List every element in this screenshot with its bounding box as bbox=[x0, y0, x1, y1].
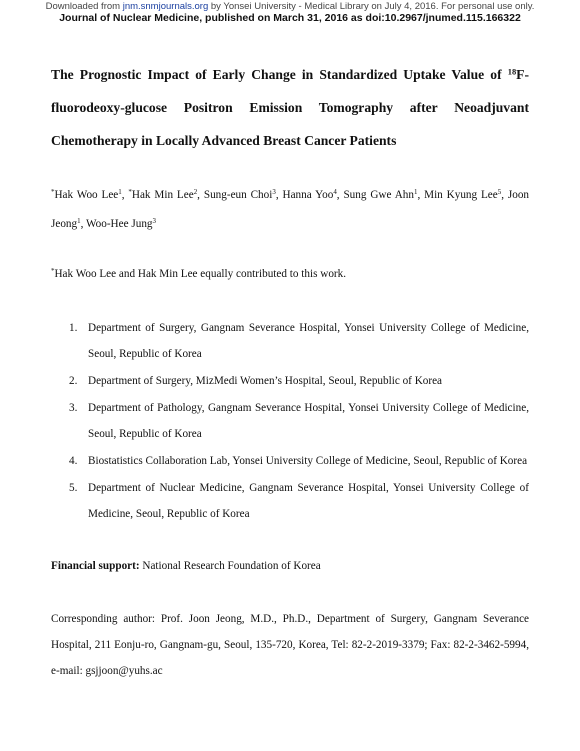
journal-site-link[interactable]: jnm.snmjournals.org bbox=[122, 1, 209, 12]
author-name: Hanna Yoo bbox=[282, 189, 334, 201]
financial-support bbox=[51, 561, 321, 572]
title-line-1-text: The Prognostic Impact of Early Change in Standardized Uptake Value of bbox=[51, 67, 508, 82]
affiliation-2-line-1: Department of Surgery, MizMedi Women’s Hospital, Seoul, Republic of Korea bbox=[88, 375, 443, 387]
journal-publication-line: Journal of Nuclear Medicine, published on March 31, 2016 as doi:10.2967/jnumed.115.166322 bbox=[59, 12, 521, 24]
author-list-line-1: *Hak Woo Lee$^1$, *Hak Min Lee$^2$, Sung-eun Choi$^3$, Hanna Yoo$^4$, Sung Gwe Ahn$^1$, Min Kyung Lee$^5$, Joon bbox=[51, 188, 530, 201]
author-list-line-2: Jeong$^1$, Woo-Hee Jung$^3$ bbox=[51, 217, 156, 230]
corresponding-author-line-2: Hospital, 211 Eonju-ro, Gangnam-gu, Seoul, 135-720, Korea, Tel: 82-2-2019-3379; Fax: 82-2-3462-5994, bbox=[51, 639, 529, 651]
isotope-superscript: 18 bbox=[507, 66, 517, 77]
title-line-2: fluorodeoxy-glucose Positron Emission Tomography after Neoadjuvant bbox=[51, 100, 529, 115]
affiliation-number: 3. bbox=[69, 402, 78, 414]
author-name: Hak Min Lee bbox=[131, 189, 194, 201]
affiliation-1-line-1: Department of Surgery, Gangnam Severance Hospital, Yonsei University College of Medicine, bbox=[88, 322, 529, 334]
author-name: Woo-Hee Jung bbox=[85, 218, 153, 230]
corresponding-author-line-3: e-mail: gsjjoon@yuhs.ac bbox=[51, 665, 163, 677]
author-name: Sung-eun Choi bbox=[203, 189, 273, 201]
title-line-1-end: F- bbox=[516, 67, 529, 82]
title-line-1 bbox=[51, 68, 529, 82]
affiliation-number: 1. bbox=[69, 322, 78, 334]
equal-contribution-note: *Hak Woo Lee and Hak Min Lee equally contributed to this work. bbox=[51, 267, 347, 280]
affiliation-3-line-2: Seoul, Republic of Korea bbox=[88, 428, 202, 440]
affiliation-5-line-2: Medicine, Seoul, Republic of Korea bbox=[88, 508, 250, 520]
download-prefix: Downloaded from bbox=[45, 1, 123, 12]
affiliation-1-line-2: Seoul, Republic of Korea bbox=[88, 348, 202, 360]
author-name-part: Joon bbox=[507, 189, 530, 201]
financial-support-label: Financial support: bbox=[51, 560, 140, 572]
title-line-3: Chemotherapy in Locally Advanced Breast Cancer Patients bbox=[51, 133, 397, 148]
affiliation-3-line-1: Department of Pathology, Gangnam Severance Hospital, Yonsei University College of Medicine, bbox=[88, 402, 529, 414]
affiliation-number: 4. bbox=[69, 455, 78, 467]
author-name: Sung Gwe Ahn bbox=[343, 189, 414, 201]
download-suffix: by Yonsei University - Medical Library on July 4, 2016. For personal use only. bbox=[208, 1, 535, 12]
author-name: Min Kyung Lee bbox=[424, 189, 498, 201]
financial-support-text: National Research Foundation of Korea bbox=[139, 560, 321, 572]
author-name-part: Jeong bbox=[51, 218, 78, 230]
affiliation-4-line-1: Biostatistics Collaboration Lab, Yonsei University College of Medicine, Seoul, Republic of Korea bbox=[88, 455, 528, 467]
affiliation-number: 5. bbox=[69, 482, 78, 494]
affiliation-5-line-1: Department of Nuclear Medicine, Gangnam Severance Hospital, Yonsei University College of bbox=[88, 482, 529, 494]
download-notice bbox=[0, 1, 580, 12]
affiliation-number: 2. bbox=[69, 375, 78, 387]
author-name: Hak Woo Lee bbox=[54, 189, 119, 201]
corresponding-author-line-1: Corresponding author: Prof. Joon Jeong, M.D., Ph.D., Department of Surgery, Gangnam Severance bbox=[51, 613, 529, 625]
